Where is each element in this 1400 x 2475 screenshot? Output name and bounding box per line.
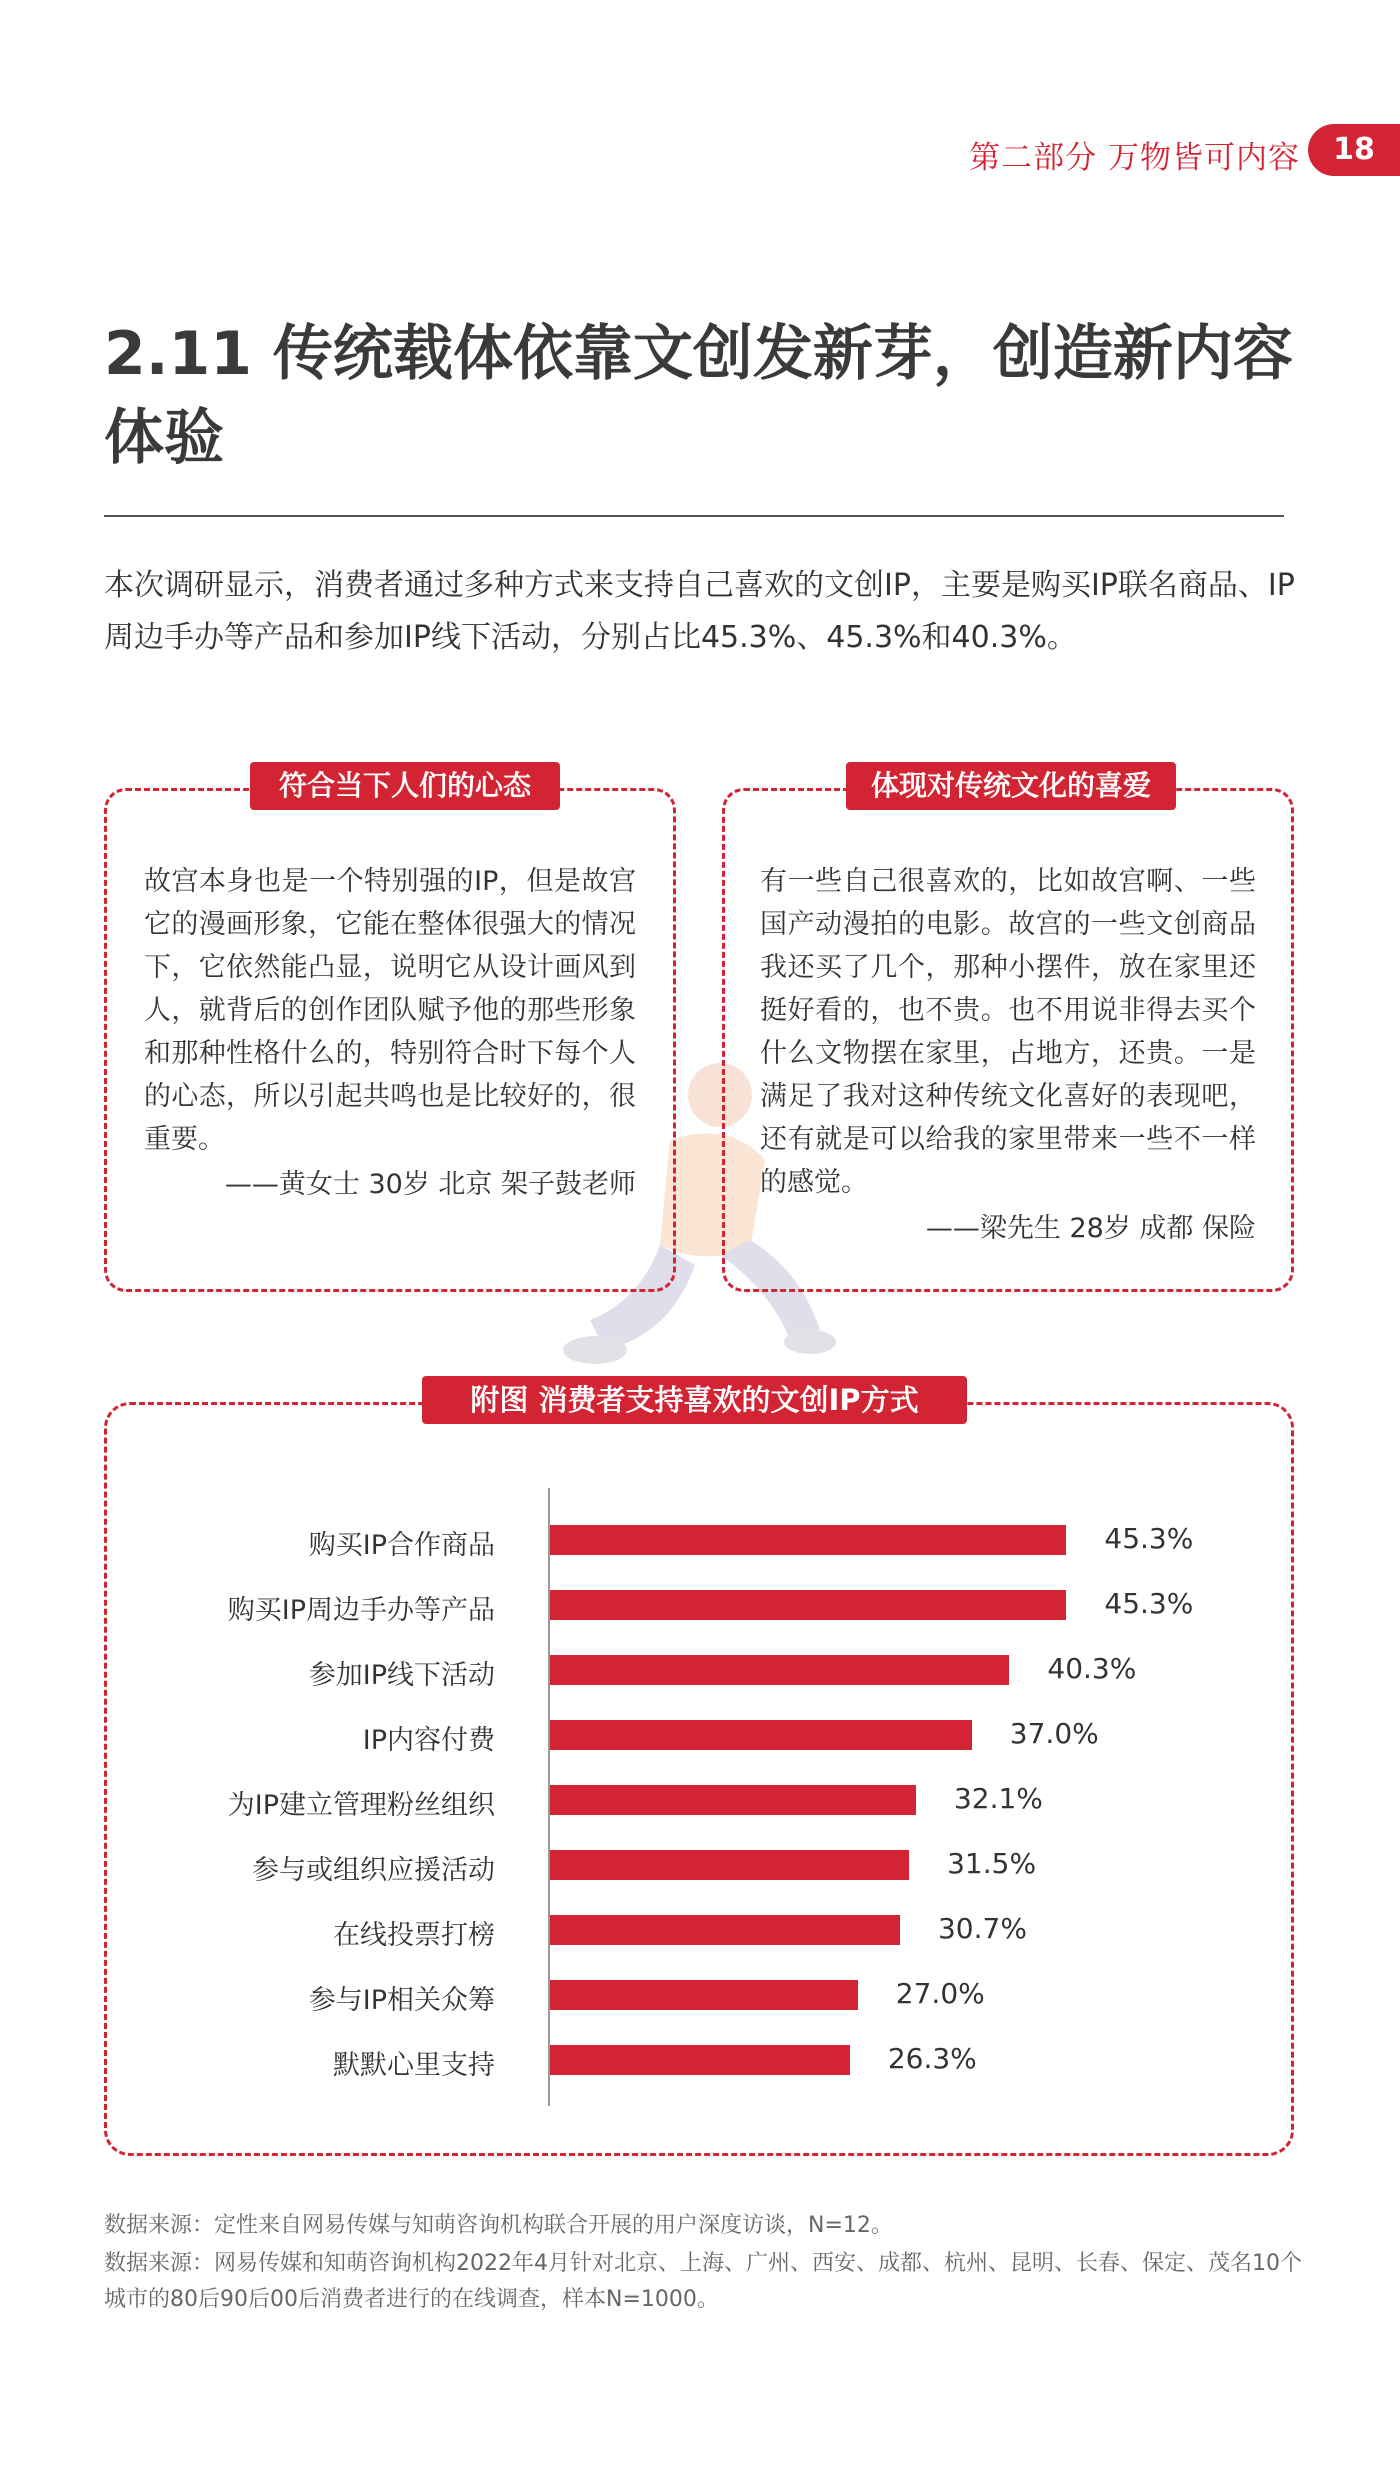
bar-value-label: 27.0% [895,1977,985,2010]
section-label: 第二部分 万物皆可内容 [969,140,1300,176]
bar-label: 购买IP合作商品 [308,1530,495,1561]
quote-signature-right: ——梁先生 28岁 成都 保险 [925,1213,1256,1244]
bar-value-label: 30.7% [937,1912,1027,1945]
bar-label: 参与IP相关众筹 [308,1985,495,2016]
bar-label: 参加IP线下活动 [308,1660,495,1691]
quote-text-left: 故宫本身也是一个特别强的IP，但是故宫它的漫画形象，它能在整体很强大的情况下，它依然能凸显，说明它从设计画风到人，就背后的创作团队赋予他的那些形象和那种性格什么的，特别符合时下每个人的心态，所以引起共鸣也是比较好的，很重要。 [144,866,636,1155]
quote-text-right: 有一些自己很喜欢的，比如故宫啊、一些国产动漫拍的电影。故宫的一些文创商品我还买了几个，那种小摆件，放在家里还挺好看的，也不贵。也不用说非得去买个什么文物摆在家里，占地方，还贵。一是满足了我对这种传统文化喜好的表现吧，还有就是可以给我的家里带来一些不一样的感觉。 [760,866,1256,1198]
chart-title: 附图 消费者支持喜欢的文创IP方式 [422,1376,967,1424]
page-title: 2.11 传统载体依靠文创发新芽，创造新内容体验 [104,319,1293,473]
source-note-1: 数据来源：定性来自网易传媒与知萌咨询机构联合开展的用户深度访谈，N=12。 [104,2213,893,2238]
quote-tag-left: 符合当下人们的心态 [250,762,560,810]
bar-label: 为IP建立管理粉丝组织 [227,1790,495,1821]
bar-label: 购买IP周边手办等产品 [227,1595,495,1626]
quote-signature-left: ——黄女士 30岁 北京 架子鼓老师 [224,1169,636,1200]
bar-value-label: 32.1% [953,1782,1043,1815]
bar-label: IP内容付费 [362,1725,495,1756]
bar-value-label: 37.0% [1009,1717,1099,1750]
intro-paragraph: 本次调研显示，消费者通过多种方式来支持自己喜欢的文创IP，主要是购买IP联名商品、IP周边手办等产品和参加IP线下活动，分别占比45.3%、45.3%和40.3%。 [104,568,1295,655]
bar-value-label: 40.3% [1047,1652,1137,1685]
bar-value-label: 31.5% [947,1847,1037,1880]
page-number: 18 [1308,124,1400,176]
quote-tag-right: 体现对传统文化的喜爱 [846,762,1176,810]
title-divider [104,515,1284,517]
bar-value-label: 45.3% [1104,1522,1194,1555]
bar-label: 在线投票打榜 [333,1920,495,1951]
bar-value-label: 26.3% [887,2042,977,2075]
bar-label: 参与或组织应援活动 [252,1855,495,1886]
chart-box [104,1402,1294,2156]
bar-label: 默默心里支持 [333,2050,495,2081]
source-note-2: 数据来源：网易传媒和知萌咨询机构2022年4月针对北京、上海、广州、西安、成都、杭州、昆明、长春、保定、茂名10个城市的80后90后00后消费者进行的在线调查，样本N=1000。 [104,2251,1302,2312]
bar-value-label: 45.3% [1104,1587,1194,1620]
chart-axis-line [548,1488,550,2106]
